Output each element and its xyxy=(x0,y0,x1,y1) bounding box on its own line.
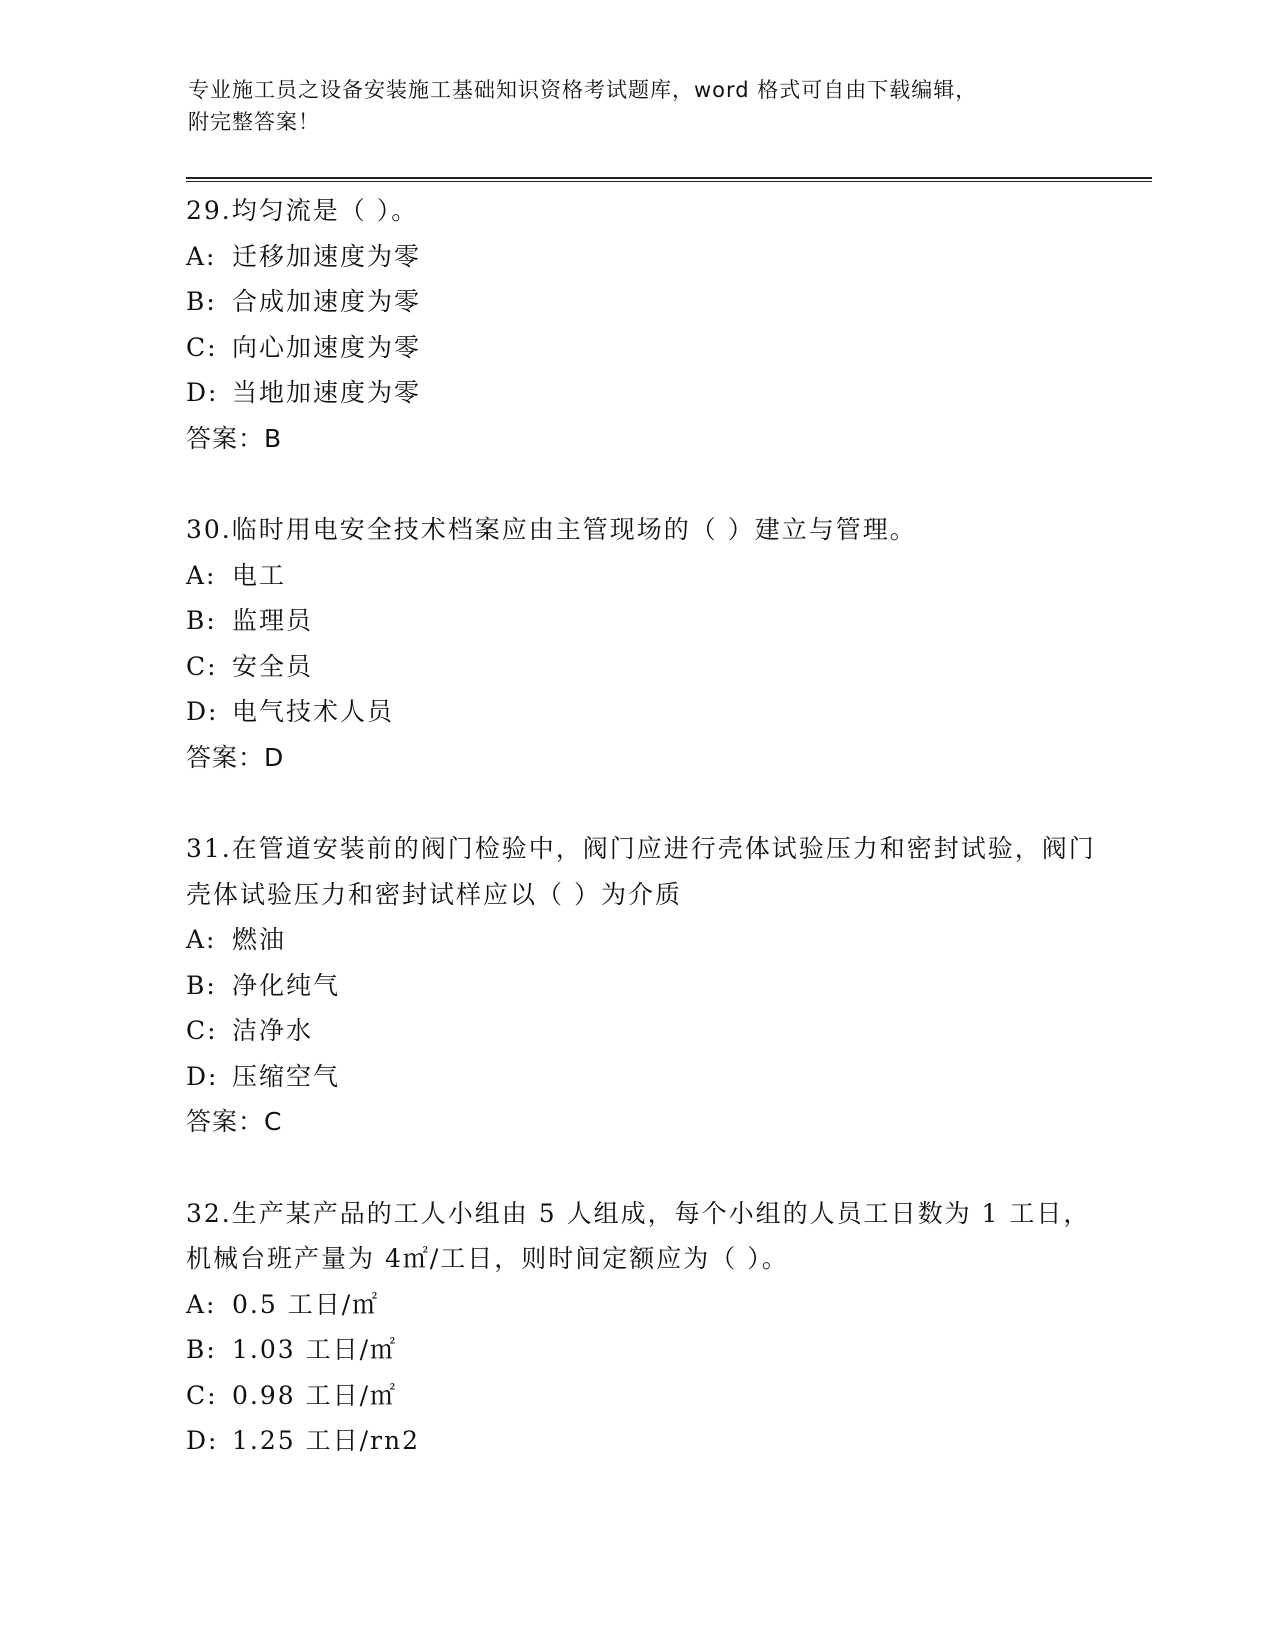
header-line-2: 附完整答案！ xyxy=(188,110,320,134)
question-text xyxy=(186,1191,1106,1282)
option-label: D: xyxy=(186,697,219,726)
option-label: D: xyxy=(186,378,219,407)
answer-line: 答案：B xyxy=(186,423,283,453)
document-header xyxy=(188,74,1068,138)
question-stem: 在管道安装前的阀门检验中，阀门应进行壳体试验压力和密封试验，阀门壳体试验压力和密封试样应以（ ）为介质 xyxy=(186,834,1096,909)
option-label: C: xyxy=(186,1016,218,1045)
option-text: 安全员 xyxy=(232,651,314,681)
option-a xyxy=(186,1282,1106,1328)
option-label: B: xyxy=(186,287,217,316)
question-29 xyxy=(186,188,1106,461)
option-d xyxy=(186,1054,1106,1100)
option-text: 1.03 工日/㎡ xyxy=(232,1335,398,1364)
question-number: 29. xyxy=(186,196,232,225)
option-a xyxy=(186,917,1106,963)
option-text: 当地加速度为零 xyxy=(232,378,422,407)
option-label: C: xyxy=(186,651,218,681)
option-b xyxy=(186,279,1106,325)
question-number: 31. xyxy=(186,834,232,863)
question-number: 30. xyxy=(186,515,232,544)
question-stem: 均匀流是（ ）。 xyxy=(231,196,419,225)
option-text: 监理员 xyxy=(232,606,314,635)
question-30 xyxy=(186,507,1106,780)
option-text: 迁移加速度为零 xyxy=(232,241,422,271)
option-b xyxy=(186,598,1106,644)
option-d xyxy=(186,1418,1106,1464)
option-c xyxy=(186,325,1106,371)
option-c xyxy=(186,644,1106,690)
question-31 xyxy=(186,826,1106,1145)
option-text: 1.25 工日/rn2 xyxy=(232,1426,420,1455)
answer-line: 答案：D xyxy=(186,742,285,772)
question-text xyxy=(186,188,1106,234)
header-line-1: 专业施工员之设备安装施工基础知识资格考试题库，word 格式可自由下载编辑， xyxy=(188,78,978,102)
option-label: B: xyxy=(186,970,217,1000)
option-text: 向心加速度为零 xyxy=(232,332,422,362)
option-a xyxy=(186,234,1106,280)
option-d xyxy=(186,689,1106,735)
option-text: 0.98 工日/㎡ xyxy=(232,1380,398,1410)
option-text: 合成加速度为零 xyxy=(232,287,422,316)
option-label: A: xyxy=(186,560,217,590)
option-text: 洁净水 xyxy=(232,1016,314,1045)
option-label: D: xyxy=(186,1061,219,1091)
option-c xyxy=(186,1008,1106,1054)
option-label: A: xyxy=(186,925,217,954)
option-label: B: xyxy=(186,606,217,635)
option-label: C: xyxy=(186,332,218,362)
question-32 xyxy=(186,1191,1106,1464)
option-text: 电气技术人员 xyxy=(232,697,395,726)
option-b xyxy=(186,1327,1106,1373)
question-stem: 生产某产品的工人小组由 5 人组成，每个小组的人员工日数为 1 工日，机械台班产量为 4㎡/工日，则时间定额应为（ ）。 xyxy=(186,1198,1091,1273)
option-label: B: xyxy=(186,1335,217,1364)
question-stem: 临时用电安全技术档案应由主管现场的（ ）建立与管理。 xyxy=(231,515,917,544)
option-label: A: xyxy=(186,241,217,271)
option-text: 电工 xyxy=(232,560,287,590)
answer-line: 答案：C xyxy=(186,1107,283,1136)
option-a xyxy=(186,553,1106,599)
option-d xyxy=(186,370,1106,416)
option-c xyxy=(186,1373,1106,1419)
option-text: 压缩空气 xyxy=(232,1061,341,1091)
option-text: 燃油 xyxy=(232,925,287,954)
option-label: D: xyxy=(186,1426,219,1455)
question-list xyxy=(186,188,1106,1510)
option-text: 净化纯气 xyxy=(232,970,341,1000)
question-number: 32. xyxy=(186,1198,232,1228)
option-label: C: xyxy=(186,1380,218,1410)
header-divider xyxy=(186,177,1152,182)
option-b xyxy=(186,963,1106,1009)
question-text xyxy=(186,826,1106,917)
option-text: 0.5 工日/㎡ xyxy=(232,1289,380,1319)
question-text xyxy=(186,507,1106,553)
option-label: A: xyxy=(186,1289,217,1319)
